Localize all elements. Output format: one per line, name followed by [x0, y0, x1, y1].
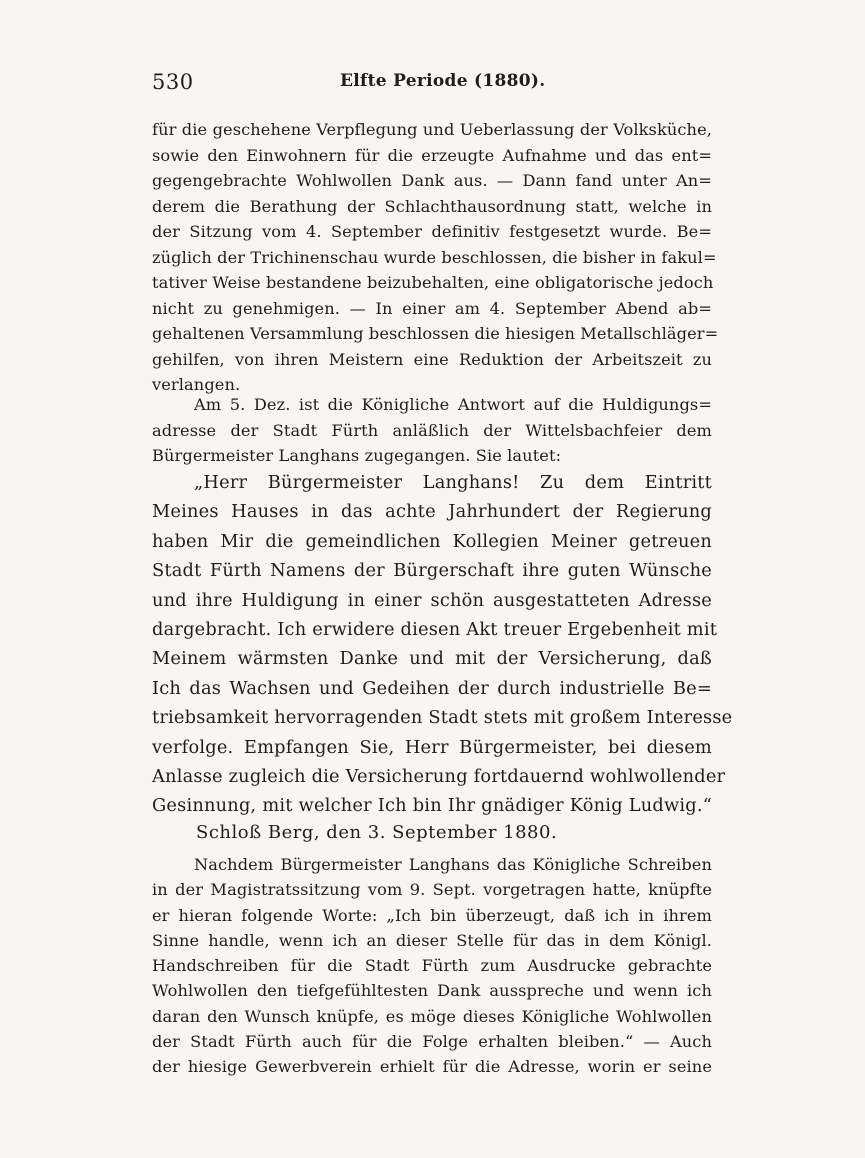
text-line: gehaltenen Versammlung beschlossen die hiesigen Metallschläger= [152, 324, 719, 344]
text-line: sowie den Einwohnern für die erzeugte Aufnahme und das ent= [152, 145, 712, 165]
letter-line: Gesinnung, mit welcher Ich bin Ihr gnädiger König Ludwig.“ [152, 795, 712, 817]
letter-line: Meines Hauses in das achte Jahrhundert der Regierung [152, 501, 712, 523]
royal-letter [152, 468, 733, 821]
letter-line: Anlasse zugleich die Versicherung fortdauernd wohlwollender [152, 765, 726, 787]
text-line: Wohlwollen den tiefgefühltesten Dank ausspreche und wenn ich [152, 981, 712, 1001]
paragraph-magistratssitzung [152, 852, 712, 1080]
page-number: 530 [152, 70, 194, 94]
letter-line: Ich das Wachsen und Gedeihen der durch industrielle Be= [152, 677, 712, 699]
text-line: nicht zu genehmigen. — In einer am 4. September Abend ab= [152, 298, 712, 318]
text-line: Handschreiben für die Stadt Fürth zum Ausdrucke gebrachte [152, 956, 712, 976]
text-line: Sinne handle, wenn ich an dieser Stelle für das in dem Königl. [152, 930, 712, 950]
text-line: daran den Wunsch knüpfe, es möge dieses Königliche Wohlwollen [152, 1006, 712, 1026]
text-line: Bürgermeister Langhans zugegangen. Sie lautet: [152, 446, 562, 465]
text-line: in der Magistratssitzung vom 9. Sept. vorgetragen hatte, knüpfte [152, 880, 712, 900]
letter-line: dargebracht. Ich erwidere diesen Akt treuer Ergebenheit mit [152, 618, 718, 640]
text-line: der Sitzung vom 4. September definitiv festgesetzt wurde. Be= [152, 222, 712, 242]
letter-line: „Herr Bürgermeister Langhans! Zu dem Eintritt [194, 472, 712, 493]
letter-line: triebsamkeit hervorragenden Stadt stets mit großem Interesse [152, 707, 733, 729]
letter-line: und ihre Huldigung in einer schön ausgestatteten Adresse [152, 589, 712, 611]
text-line: gehilfen, von ihren Meistern eine Reduktion der Arbeitszeit zu [152, 349, 712, 369]
text-line: der Stadt Fürth auch für die Folge erhalten bleiben.“ — Auch [152, 1032, 712, 1052]
text-line: er hieran folgende Worte: „Ich bin überzeugt, daß ich in ihrem [152, 905, 712, 925]
text-line: verlangen. [152, 375, 241, 395]
page-header [152, 70, 724, 100]
paragraph-volkskueche [152, 117, 719, 398]
letter-signature: Schloß Berg, den 3. September 1880. [196, 822, 558, 843]
text-line: für die geschehene Verpflegung und Ueberlassung der Volksküche, [152, 120, 712, 139]
letter-line: Stadt Fürth Namens der Bürgerschaft ihre guten Wünsche [152, 560, 712, 582]
text-line: adresse der Stadt Fürth anläßlich der Wittelsbachfeier dem [152, 420, 712, 440]
text-line: gegengebrachte Wohlwollen Dank aus. — Dann fand unter An= [152, 171, 712, 191]
letter-line: verfolge. Empfangen Sie, Herr Bürgermeister, bei diesem [152, 736, 712, 758]
text-line: Nachdem Bürgermeister Langhans das Königliche Schreiben [194, 855, 712, 874]
text-line: der hiesige Gewerbverein erhielt für die Adresse, worin er seine [152, 1057, 712, 1077]
paragraph-koenigliche-antwort [152, 392, 712, 469]
text-line: züglich der Trichinenschau wurde beschlossen, die bisher in fakul= [152, 247, 717, 267]
running-head: Elfte Periode (1880). [340, 71, 546, 91]
text-line: Am 5. Dez. ist die Königliche Antwort auf die Huldigungs= [194, 395, 712, 414]
text-line: tativer Weise bestandene beizubehalten, eine obligatorische jedoch [152, 273, 714, 293]
text-line: derem die Berathung der Schlachthausordnung statt, welche in [152, 196, 712, 216]
letter-line: haben Mir die gemeindlichen Kollegien Meiner getreuen [152, 530, 712, 552]
letter-line: Meinem wärmsten Danke und mit der Versicherung, daß [152, 648, 712, 670]
